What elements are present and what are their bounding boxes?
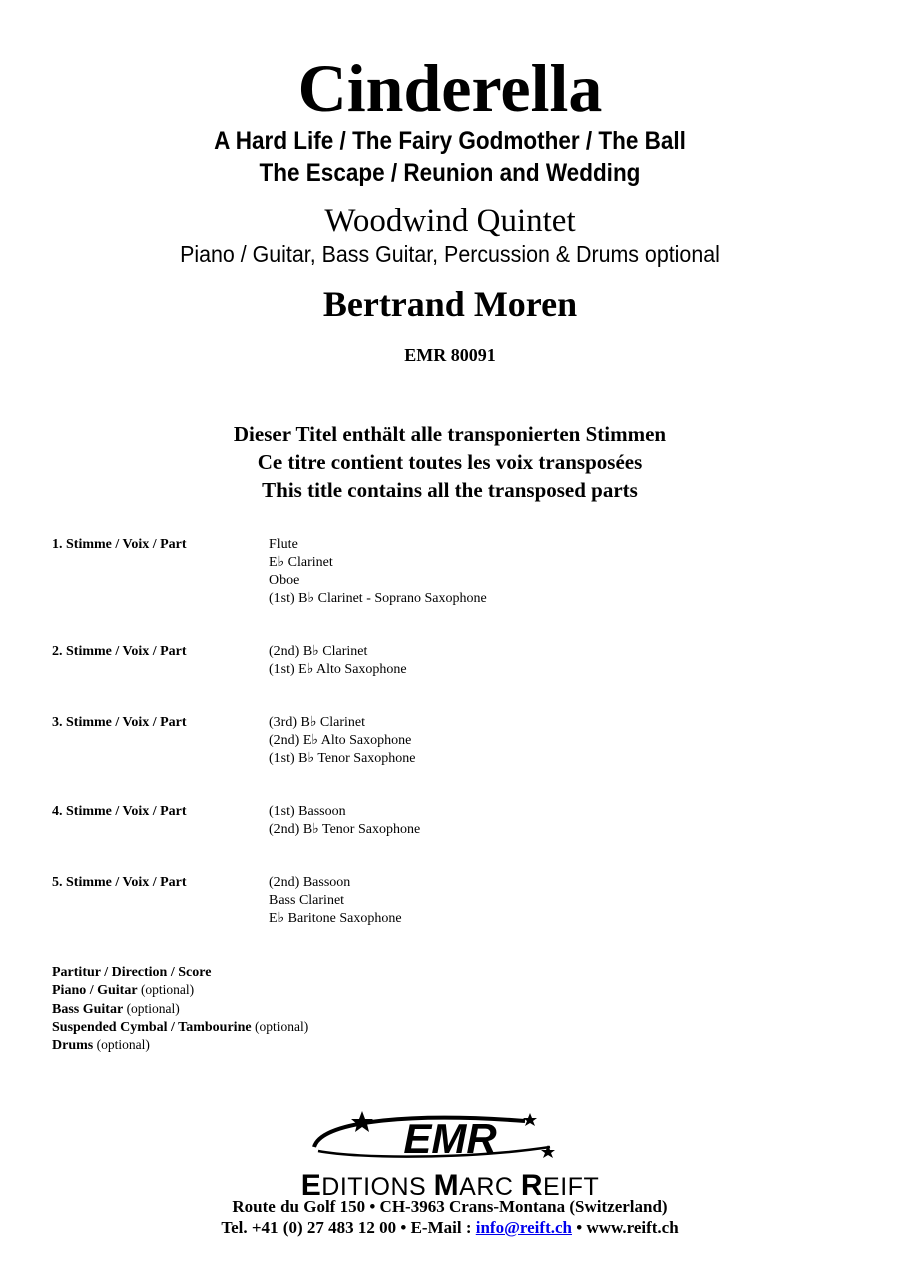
list-item xyxy=(52,964,308,981)
accompaniment-note: (optional) xyxy=(93,1037,150,1053)
list-item xyxy=(52,1000,308,1018)
accompaniment-name: Bass Guitar xyxy=(52,1001,124,1017)
instrument: Oboe xyxy=(269,573,300,588)
part-label-5: 5. Stimme / Voix / Part xyxy=(52,875,187,890)
accompaniment-note: (optional) xyxy=(137,982,195,998)
accompaniment-name: Drums xyxy=(52,1038,94,1054)
instrument: Bass Clarinet xyxy=(269,893,345,908)
email-link[interactable]: info@reift.ch xyxy=(475,1218,572,1237)
part-label-3: 3. Stimme / Voix / Part xyxy=(52,715,187,730)
accompaniment-note: (optional) xyxy=(123,1000,180,1016)
instrument: (1st) B♭ Tenor Saxophone xyxy=(269,751,416,766)
instrument: (1st) E♭ Alto Saxophone xyxy=(269,662,407,677)
page-title: Cinderella xyxy=(297,50,603,126)
list-item xyxy=(52,981,308,999)
phone-number: Tel. +41 (0) 27 483 12 00 xyxy=(221,1218,397,1237)
accompaniment-list xyxy=(52,964,308,1054)
transposition-note-en: This title contains all the transposed parts xyxy=(262,478,638,502)
instrument: (1st) B♭ Clarinet - Soprano Saxophone xyxy=(269,591,487,606)
instrument: Flute xyxy=(269,537,298,552)
part-label-4: 4. Stimme / Voix / Part xyxy=(52,804,187,819)
part-label-2: 2. Stimme / Voix / Part xyxy=(52,644,187,659)
movement-titles-line-2: The Escape / Reunion and Wedding xyxy=(259,159,641,187)
publisher-logo xyxy=(300,1107,600,1165)
logo-text: EMR xyxy=(403,1115,497,1162)
optional-instruments: Piano / Guitar, Bass Guitar, Percussion & Drums optional xyxy=(180,241,720,267)
emr-logo-icon xyxy=(300,1107,600,1165)
list-item xyxy=(52,1036,308,1054)
accompaniment-name: Piano / Guitar xyxy=(52,983,138,999)
website: www.reift.ch xyxy=(586,1218,679,1237)
transposition-note-fr: Ce titre contient toutes les voix transposées xyxy=(257,450,643,474)
instrument: (2nd) E♭ Alto Saxophone xyxy=(269,733,412,748)
transposition-note-de: Dieser Titel enthält alle transponierten Stimmen xyxy=(233,422,667,446)
instrument: E♭ Baritone Saxophone xyxy=(269,911,402,926)
movement-titles-line-1: A Hard Life / The Fairy Godmother / The Ball xyxy=(214,127,686,155)
ensemble-label: Woodwind Quintet xyxy=(324,203,576,239)
publisher-contact: Tel. +41 (0) 27 483 12 00 • E-Mail : info@reift.ch • www.reift.ch xyxy=(221,1218,679,1237)
catalog-number: EMR 80091 xyxy=(404,345,496,365)
publisher-name: EDITIONS MARC REIFT xyxy=(300,1169,600,1202)
composer-name: Bertrand Moren xyxy=(322,284,578,324)
list-item xyxy=(52,1018,308,1036)
part-label-1: 1. Stimme / Voix / Part xyxy=(52,537,187,552)
instrument: (2nd) B♭ Tenor Saxophone xyxy=(269,822,421,837)
instrument: (3rd) B♭ Clarinet xyxy=(269,715,366,730)
accompaniment-note: (optional) xyxy=(251,1018,309,1034)
accompaniment-name: Suspended Cymbal / Tambourine xyxy=(52,1019,252,1035)
instrument: (2nd) B♭ Clarinet xyxy=(269,644,368,659)
instrument: E♭ Clarinet xyxy=(269,555,333,570)
instrument: (2nd) Bassoon xyxy=(269,875,351,890)
publisher-address: Route du Golf 150 • CH-3963 Crans-Montana (Switzerland) xyxy=(232,1197,668,1216)
accompaniment-name: Partitur / Direction / Score xyxy=(52,965,212,980)
instrument: (1st) Bassoon xyxy=(269,804,346,819)
